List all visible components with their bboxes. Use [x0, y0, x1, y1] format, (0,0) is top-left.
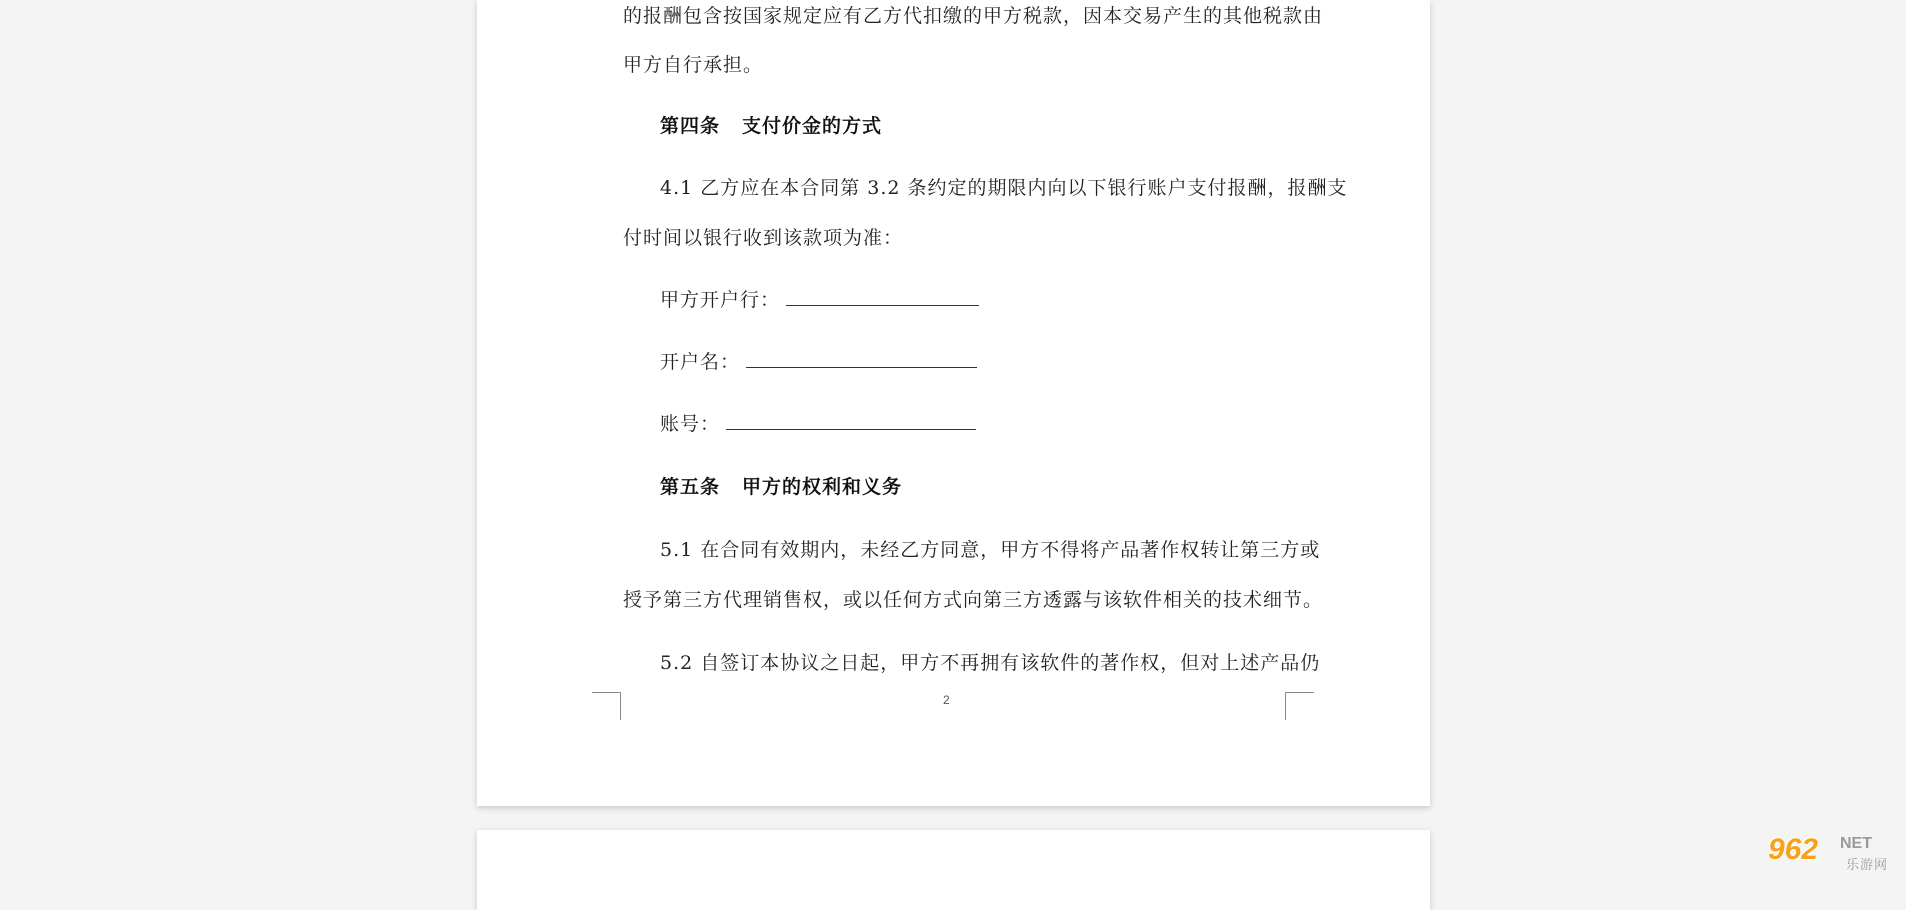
bank-field [660, 285, 979, 312]
account-number-label: 账号： [660, 413, 721, 435]
body-text-line: 5.2 自签订本协议之日起，甲方不再拥有该软件的著作权，但对上述产品仍 [660, 652, 1321, 674]
account-number-blank-line [726, 415, 976, 430]
watermark-net: NET [1840, 835, 1872, 852]
body-text-line: 的报酬包含按国家规定应有乙方代扣缴的甲方税款，因本交易产生的其他税款由 [623, 5, 1324, 27]
article-title: 甲方的权利和义务 [742, 476, 903, 498]
site-watermark-logo [1768, 833, 1900, 873]
bank-label: 甲方开户行： [660, 289, 781, 311]
article-number: 第五条 [660, 476, 721, 498]
account-name-blank-line [746, 353, 977, 368]
body-text-line: 甲方自行承担。 [623, 54, 764, 76]
body-text-line: 4.1 乙方应在本合同第 3.2 条约定的期限内向以下银行账户支付报酬，报酬支 [660, 177, 1348, 199]
account-name-label: 开户名： [660, 351, 741, 373]
article-heading [660, 472, 902, 499]
document-page [477, 0, 1430, 806]
margin-corner-mark [1285, 692, 1314, 720]
body-text-line: 付时间以银行收到该款项为准： [623, 227, 904, 249]
next-document-page [477, 830, 1430, 910]
watermark-site-name: 乐游网 [1846, 857, 1889, 872]
account-number-field [660, 409, 976, 436]
bank-blank-line [786, 291, 979, 306]
article-title: 支付价金的方式 [742, 115, 883, 137]
account-name-field [660, 347, 977, 374]
watermark-number: 962 [1768, 833, 1819, 866]
article-heading [660, 111, 882, 138]
article-number: 第四条 [660, 115, 721, 137]
margin-corner-mark [592, 692, 621, 720]
body-text-line: 5.1 在合同有效期内，未经乙方同意，甲方不得将产品著作权转让第三方或 [660, 539, 1321, 561]
page-number: 2 [943, 693, 950, 707]
body-text-line: 授予第三方代理销售权，或以任何方式向第三方透露与该软件相关的技术细节。 [623, 589, 1324, 611]
